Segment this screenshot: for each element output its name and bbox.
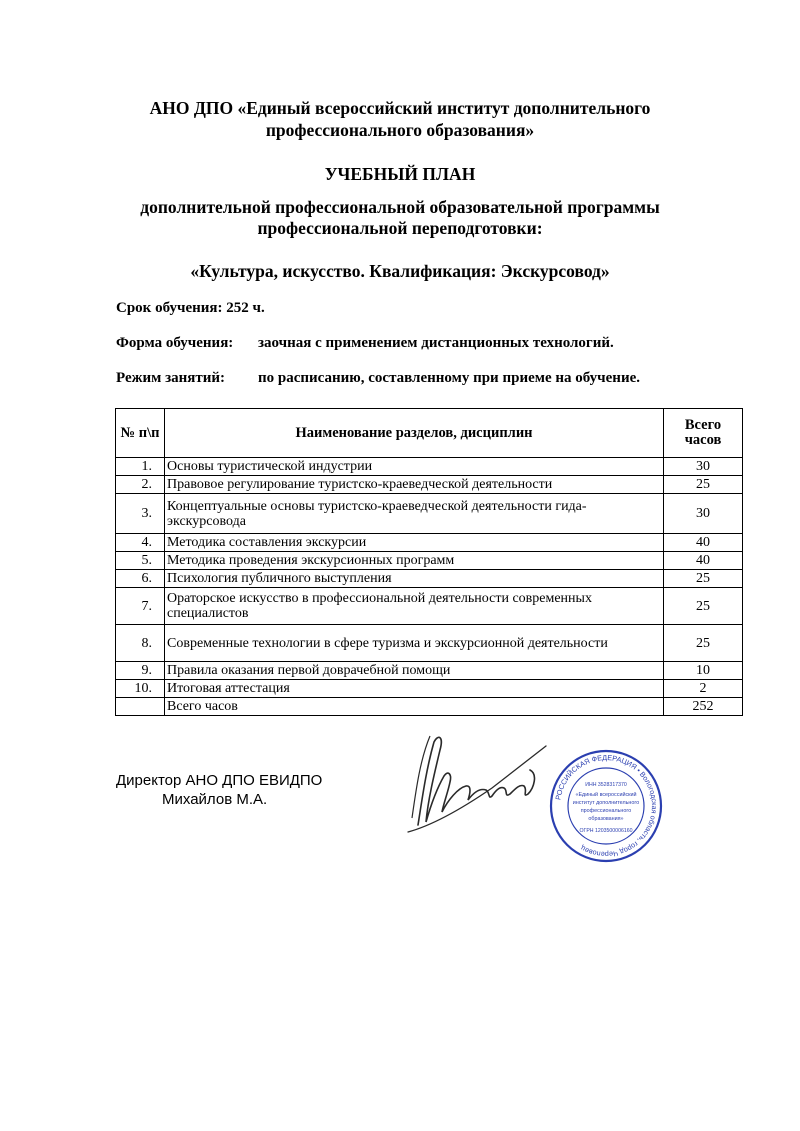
row-hours: 40: [664, 534, 743, 552]
study-form-line: [116, 335, 614, 352]
row-hours: 40: [664, 552, 743, 570]
table-row: [116, 476, 743, 494]
study-form-value: заочная с применением дистанционных технологий.: [258, 335, 614, 351]
seal-outer-text: РОССИЙСКАЯ ФЕДЕРАЦИЯ • Вологодская область, город Череповец: [553, 752, 660, 860]
row-hours: 25: [664, 625, 743, 662]
header-discipline: Наименование разделов, дисциплин: [165, 409, 664, 458]
row-num: 5.: [116, 552, 165, 570]
row-num: 7.: [116, 588, 165, 625]
table-row: [116, 588, 743, 625]
director-position: Директор АНО ДПО ЕВИДПО: [116, 772, 323, 789]
seal-inner-line-2: институт дополнительного: [572, 800, 640, 806]
schedule-label: Режим занятий:: [116, 370, 226, 386]
organization-name: [100, 97, 700, 141]
round-stamp: [548, 748, 664, 864]
table-row: [116, 680, 743, 698]
director-name: Михайлов М.А.: [162, 791, 268, 808]
row-discipline: Правила оказания первой доврачебной помощи: [165, 662, 664, 680]
table-row: [116, 662, 743, 680]
study-form-label: Форма обучения:: [116, 335, 234, 351]
table-header-row: [116, 409, 743, 458]
director-block: [116, 771, 322, 809]
row-discipline: Ораторское искусство в профессиональной деятельности современных специалистов: [165, 588, 664, 625]
org-line-2: профессионального образования»: [265, 120, 535, 140]
seal-inner-line-3: профессионального: [580, 808, 632, 814]
subtitle-line-1: дополнительной профессиональной образовательной программы: [140, 197, 660, 217]
row-discipline: Методика составления экскурсии: [165, 534, 664, 552]
handwritten-signature: [400, 730, 550, 840]
row-discipline: Основы туристической индустрии: [165, 458, 664, 476]
seal-inn: ИНН 3528317370: [585, 782, 627, 788]
table-total-row: [116, 698, 743, 716]
curriculum-table: [115, 408, 743, 716]
row-num: 3.: [116, 494, 165, 534]
row-num: 2.: [116, 476, 165, 494]
org-line-1: АНО ДПО «Единый всероссийский институт дополнительного: [149, 98, 651, 118]
row-num: 6.: [116, 570, 165, 588]
table-row: [116, 570, 743, 588]
row-discipline: Психология публичного выступления: [165, 570, 664, 588]
duration-line: Срок обучения: 252 ч.: [116, 300, 265, 316]
row-num: 4.: [116, 534, 165, 552]
header-hours-line-2: часов: [684, 432, 722, 448]
header-hours: [664, 409, 743, 458]
table-row: [116, 534, 743, 552]
row-num: 8.: [116, 625, 165, 662]
row-hours: 25: [664, 588, 743, 625]
total-label: Всего часов: [165, 698, 664, 716]
total-num-cell: [116, 698, 165, 716]
row-hours: 25: [664, 570, 743, 588]
row-hours: 2: [664, 680, 743, 698]
total-hours: 252: [664, 698, 743, 716]
seal-ogrn: ОГРН 1203500006160: [579, 828, 633, 834]
document-subtitle: [80, 197, 720, 239]
row-hours: 30: [664, 494, 743, 534]
row-discipline: Правовое регулирование туристско-краеведческой деятельности: [165, 476, 664, 494]
program-name: «Культура, искусство. Квалификация: Экскурсовод»: [190, 261, 610, 281]
row-discipline: Методика проведения экскурсионных программ: [165, 552, 664, 570]
row-num: 9.: [116, 662, 165, 680]
seal-inner-line-1: «Единый всероссийский: [575, 792, 637, 798]
row-discipline: Концептуальные основы туристско-краеведческой деятельности гида-экскурсовода: [165, 494, 664, 534]
header-num: № п\п: [116, 409, 165, 458]
row-num: 10.: [116, 680, 165, 698]
row-discipline: Итоговая аттестация: [165, 680, 664, 698]
schedule-line: [116, 370, 640, 387]
row-num: 1.: [116, 458, 165, 476]
document-title: УЧЕБНЫЙ ПЛАН: [324, 164, 476, 184]
row-discipline: Современные технологии в сфере туризма и экскурсионной деятельности: [165, 625, 664, 662]
table-row: [116, 494, 743, 534]
table-row: [116, 552, 743, 570]
table-row: [116, 458, 743, 476]
row-hours: 10: [664, 662, 743, 680]
schedule-value: по расписанию, составленному при приеме на обучение.: [258, 370, 640, 386]
row-hours: 25: [664, 476, 743, 494]
header-hours-line-1: Всего: [684, 417, 722, 433]
table-row: [116, 625, 743, 662]
seal-inner-line-4: образования»: [588, 816, 624, 822]
row-hours: 30: [664, 458, 743, 476]
subtitle-line-2: профессиональной переподготовки:: [257, 218, 543, 238]
